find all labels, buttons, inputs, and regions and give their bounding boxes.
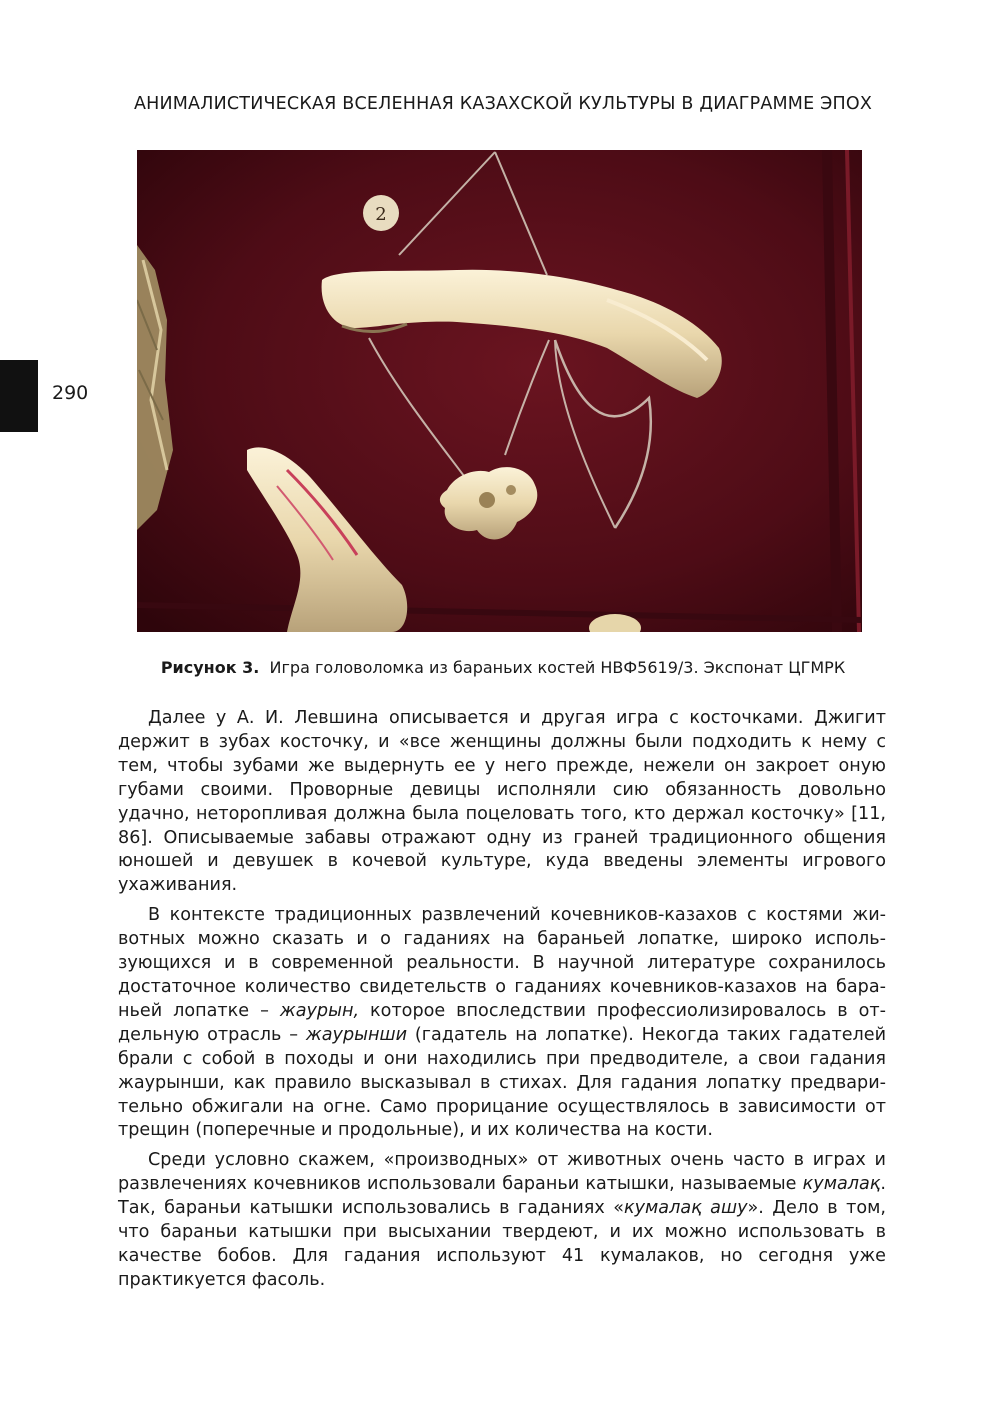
- figure-caption: [118, 658, 888, 677]
- exhibit-number-tag: [363, 195, 399, 231]
- caption-text: Игра головоломка из бараньих костей НВФ5619/3. Экспонат ЦГМРК: [269, 658, 846, 677]
- page-edge-tab: [0, 360, 38, 432]
- svg-text:2: 2: [375, 204, 387, 225]
- bone-puzzle-photo: [137, 150, 862, 632]
- body-text: [118, 707, 886, 1293]
- paragraph-3: Среди условно скажем, «производных» от животных очень часто в играх и развлечениях кочевников использовали бараньи катышки, называемые кумалақ. Так, бараньи катышки использовались в гаданиях «кумалақ ашу». Дело в том, что бараньи катышки при высыхании твердеют, и их можно использовать в качестве бобов. Для гадания используют 41 кумалаков, но сегодня уже практикуется фасоль.: [118, 1150, 887, 1290]
- figure-photo: [137, 150, 862, 632]
- term-kumalak-ashu: кумалақ ашу: [624, 1198, 748, 1219]
- term-zhauryn: жаурын,: [279, 1000, 360, 1021]
- caption-label: Рисунок 3.: [160, 658, 260, 677]
- term-kumalak: кумалақ: [802, 1174, 881, 1195]
- paragraph-1: Далее у А. И. Левшина описывается и другая игра с косточками. Джигит держит в зубах косточку, и «все женщины должны были подходить к нему с тем, чтобы зубами же выдернуть ее у него прежде, нежели он закроет оную губами своими. Проворные девицы исполняли сию обязанность довольно удачно, неторопливая должна была поцеловать того, кто держал косточку» [11, 86]. Описываемые забавы отражают одну из граней традиционного общения юношей и девушек в кочевой культуре, куда введены элементы игрового ухаживания.: [118, 708, 886, 896]
- paragraph-2: В контексте традиционных развлечений кочевников-казахов с костями животных можно сказать и о гаданиях на бараньей лопатке, широко использующихся и в современной реальности. В научной литературе сохранилось достаточное количество свидетельств о гаданиях кочевников-казахов на бараньей лопатке – жаурын, которое впоследствии профессиолизировалось в отдельную отрасль – жаурынши (гадатель на лопатке). Некогда таких гадателей брали с собой в походы и они находились при предводителе, а свои гадания жаурынши, как правило высказывал в стихах. Для гадания лопатку предварительно обжигали на огне. Само прорицание осуществлялось в зависимости от трещин (поперечные и продольные), и их количества на кости.: [118, 905, 887, 1141]
- page-number: 290: [52, 382, 89, 404]
- running-header: АНИМАЛИСТИЧЕСКАЯ ВСЕЛЕННАЯ КАЗАХСКОЙ КУЛЬТУРЫ В ДИАГРАММЕ ЭПОХ: [133, 94, 873, 114]
- term-zhaurynshi: жаурынши: [305, 1024, 408, 1045]
